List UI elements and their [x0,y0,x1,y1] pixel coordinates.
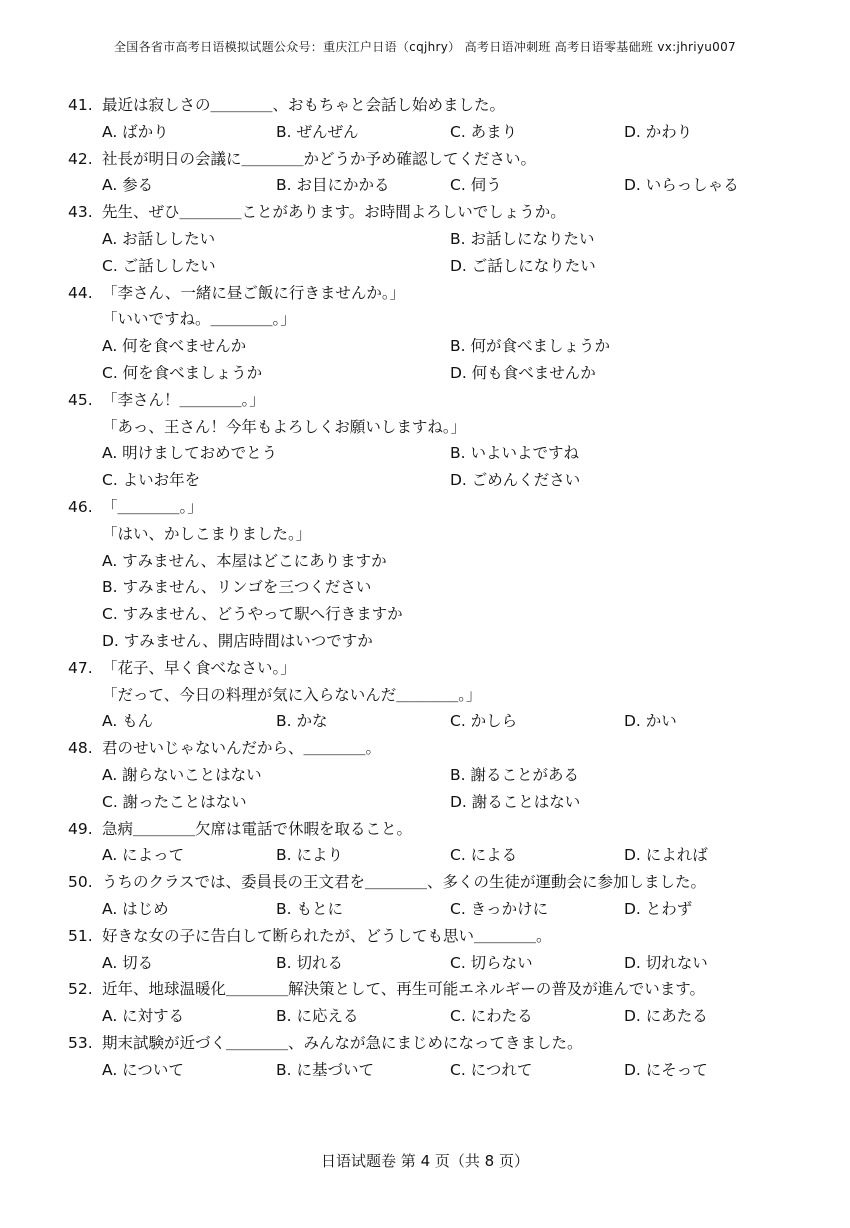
question-text: 「李さん！＿＿＿＿。」 [102,390,265,409]
options-row [68,601,788,628]
question-number: 47. [68,658,93,677]
question-block [68,199,788,279]
question-text: うちのクラスでは、委員長の王文君を＿＿＿＿、多くの生徒が運動会に参加しました。 [102,873,707,892]
answer-option: A. について [102,1060,184,1079]
question-line [68,682,788,709]
answer-option: A. 謝らないことはない [102,765,262,784]
question-text: 期末試験が近づく＿＿＿＿、みんなが急にまじめになってきました。 [102,1033,583,1052]
answer-option: A. 切る [102,953,154,972]
question-line [68,1030,788,1057]
question-line [68,387,788,414]
options-row [68,574,788,601]
answer-option: A. 明けましておめでとう [102,444,278,463]
options-row [68,842,788,869]
answer-option: D. にそって [624,1060,708,1079]
answer-option: D. にあたる [624,1007,708,1026]
question-text: 最近は寂しさの＿＿＿＿、おもちゃと会話し始めました。 [102,96,506,114]
question-number: 53. [68,1033,93,1052]
options-row [68,119,788,146]
question-line [68,414,788,441]
answer-option: B. すみません、リンゴを三つください [102,578,372,597]
answer-option: C. 何を食べましょうか [102,363,263,382]
answer-option: C. 切らない [450,953,533,972]
page-footer: 日语试题卷 第 4 页（共 8 页） [321,1152,529,1170]
answer-option: B. 切れる [276,953,343,972]
answer-option: D. 何も食べませんか [450,363,596,382]
question-number: 44. [68,283,93,302]
question-number: 45. [68,390,93,409]
answer-option: C. につれて [450,1060,533,1079]
question-text: 「李さん、一緒に昼ご飯に行きませんか。」 [102,283,406,302]
answer-option: B. お話しになりたい [450,229,595,248]
answer-option: D. いらっしゃる [624,176,739,195]
answer-option: A. 何を食べませんか [102,337,247,356]
question-text: 急病＿＿＿＿欠席は電話で休暇を取ること。 [102,819,413,838]
answer-option: C. ご話ししたい [102,256,216,275]
options-row [68,628,788,655]
answer-option: A. もん [102,712,154,731]
answer-option: B. に基づいて [276,1060,374,1079]
answer-option: B. ぜんぜん [276,122,359,141]
answer-option: D. とわず [624,899,693,918]
answer-option: C. すみません、どうやって駅へ行きますか [102,605,403,624]
answer-option: A. すみません、本屋はどこにありますか [102,551,387,570]
answer-option: A. はじめ [102,899,169,918]
question-text: 好きな女の子に告白して断られたが、どうしても思い＿＿＿＿。 [102,926,552,945]
question-block [68,869,788,923]
answer-option: D. ごめんください [450,471,581,490]
question-text: 「はい、かしこまりました。」 [102,524,312,543]
question-block [68,735,788,815]
question-text: 君のせいじゃないんだから、＿＿＿＿。 [102,739,382,758]
question-block [68,923,788,977]
question-list [68,92,788,1083]
answer-option: D. によれば [624,846,708,865]
answer-option: C. きっかけに [450,899,549,918]
question-line [68,816,788,843]
options-row [68,1003,788,1030]
answer-option: C. かしら [450,712,518,731]
answer-option: D. 切れない [624,953,708,972]
question-text: 「だって、今日の料理が気に入らないんだ＿＿＿＿。」 [102,685,482,704]
question-number: 50. [68,873,93,892]
question-line [68,494,788,521]
answer-option: D. かわり [624,122,693,141]
answer-option: C. 伺う [450,176,502,195]
question-line [68,521,788,548]
question-line [68,869,788,896]
answer-option: B. 謝ることがある [450,765,579,784]
question-number: 42. [68,149,93,168]
question-line [68,280,788,307]
question-text: 「あっ、王さん！今年もよろしくお願いしますね。」 [102,417,467,436]
question-line [68,146,788,173]
answer-option: B. により [276,846,343,865]
answer-option: B. いよいよですね [450,444,579,463]
question-block [68,387,788,494]
question-line [68,655,788,682]
question-number: 46. [68,497,93,516]
question-text: 「いいですね。＿＿＿＿。」 [102,310,296,329]
question-block [68,976,788,1030]
answer-option: B. お目にかかる [276,176,390,195]
answer-option: C. にわたる [450,1007,533,1026]
answer-option: A. によって [102,846,185,865]
options-row [68,950,788,977]
question-text: 近年、地球温暖化＿＿＿＿解決策として、再生可能エネルギーの普及が進んでいます。 [102,980,705,999]
question-block [68,92,788,146]
page-header: 全国各省市高考日语模拟试题公众号：重庆江户日语（cqjhry） 高考日语冲刺班 高考日语零基础班 vx:jhriyu007 [113,40,736,54]
options-row [68,789,788,816]
answer-option: C. よいお年を [102,471,201,490]
question-number: 43. [68,203,93,222]
options-row [68,226,788,253]
answer-option: C. あまり [450,122,518,141]
answer-option: C. による [450,846,518,865]
answer-option: D. すみません、開店時間はいつですか [102,631,373,650]
question-line [68,92,788,119]
question-block [68,280,788,387]
answer-option: A. ばかり [102,122,169,141]
question-block [68,494,788,655]
question-line [68,976,788,1003]
options-row [68,440,788,467]
answer-option: B. もとに [276,899,343,918]
question-text: 先生、ぜひ＿＿＿＿ことがあります。お時間よろしいでしょうか。 [102,203,566,222]
question-text: 社長が明日の会議に＿＿＿＿かどうか予め確認してください。 [102,149,537,168]
options-row [68,708,788,735]
answer-option: C. 謝ったことはない [102,792,247,811]
answer-option: A. に対する [102,1007,185,1026]
options-row [68,172,788,199]
answer-option: D. 謝ることはない [450,792,581,811]
question-number: 49. [68,819,93,838]
options-row [68,333,788,360]
question-number: 52. [68,980,93,999]
answer-option: A. お話ししたい [102,229,216,248]
options-row [68,360,788,387]
options-row [68,1057,788,1084]
question-text: 「花子、早く食べなさい。」 [102,658,296,677]
answer-option: B. に応える [276,1007,359,1026]
question-line [68,735,788,762]
question-block [68,1030,788,1084]
options-row [68,896,788,923]
question-number: 51. [68,926,93,945]
question-line [68,199,788,226]
answer-option: D. ご話しになりたい [450,256,596,275]
answer-option: B. 何が食べましょうか [450,337,610,356]
options-row [68,548,788,575]
question-text: 「＿＿＿＿。」 [102,497,203,516]
question-line [68,923,788,950]
options-row [68,253,788,280]
options-row [68,762,788,789]
options-row [68,467,788,494]
question-number: 48. [68,739,93,758]
question-line [68,306,788,333]
answer-option: D. かい [624,712,677,731]
answer-option: B. かな [276,712,328,731]
question-block [68,816,788,870]
question-number: 41. [68,96,93,114]
answer-option: A. 参る [102,176,154,195]
question-block [68,655,788,735]
question-block [68,146,788,200]
